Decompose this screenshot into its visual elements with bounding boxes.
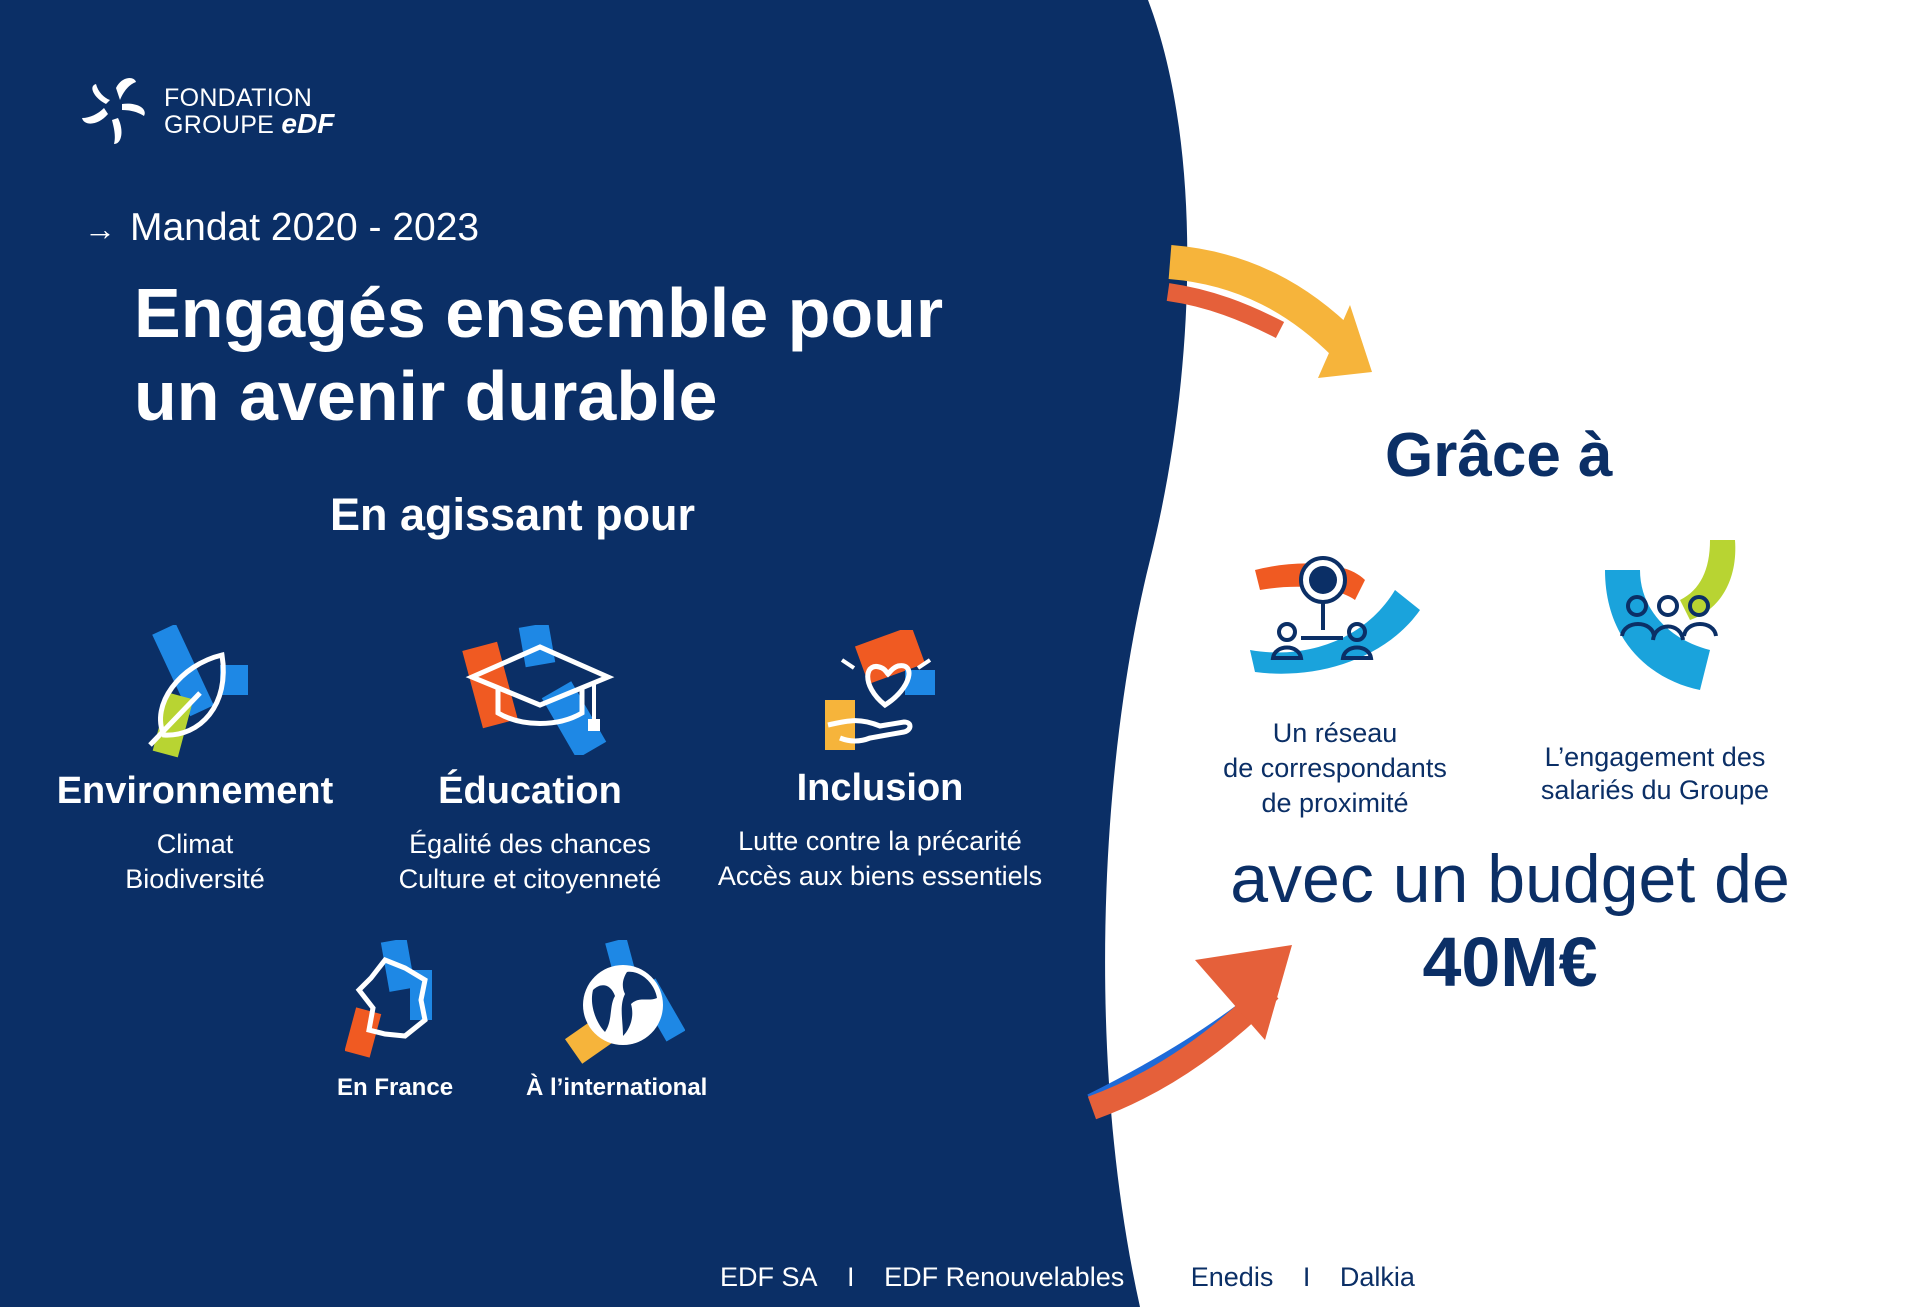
logo-line1: FONDATION <box>164 84 313 112</box>
footer-separator: I <box>847 1262 855 1292</box>
footer-separator: I <box>1153 1262 1162 1292</box>
pillar-line: Égalité des chances <box>409 829 651 859</box>
pillar-title: Inclusion <box>796 767 964 809</box>
pillar-environnement <box>50 770 340 897</box>
leaf-icon <box>140 625 260 765</box>
footer-item-edf-renouvelables: EDF Renouvelables <box>884 1262 1125 1292</box>
edf-flower-icon <box>78 74 158 154</box>
right-heading: Grâce à <box>1385 421 1613 490</box>
reseau-line: Un réseau <box>1272 718 1398 748</box>
pillar-line: Accès aux biens essentiels <box>717 861 1043 891</box>
france-map-icon <box>345 940 445 1060</box>
globe-icon <box>565 940 685 1065</box>
budget-label: avec un budget de <box>1230 841 1790 917</box>
footer-companies <box>720 1262 1415 1293</box>
people-icon <box>1600 540 1740 690</box>
fondation-edf-logo <box>78 74 338 154</box>
graduation-cap-icon <box>462 625 622 755</box>
pillar-title: Environnement <box>56 770 334 812</box>
footer-item-enedis: Enedis <box>1190 1262 1274 1292</box>
pillar-line: Lutte contre la précarité <box>738 826 1022 856</box>
scope-international: À l’international <box>526 1074 708 1101</box>
pillar-inclusion <box>700 767 1060 894</box>
top-curved-arrow-icon <box>1168 262 1372 378</box>
network-icon <box>1245 550 1425 680</box>
pillar-line: Climat <box>156 829 234 859</box>
salaries-line: salariés du Groupe <box>1540 775 1770 805</box>
headline-line2: un avenir durable <box>134 357 718 435</box>
pillar-education <box>375 770 685 897</box>
scope-france: En France <box>337 1074 454 1101</box>
footer-item-dalkia: Dalkia <box>1339 1262 1415 1292</box>
reseau-line: de correspondants <box>1223 753 1447 783</box>
page-title <box>134 272 1034 438</box>
footer-separator: I <box>1302 1262 1311 1292</box>
arrow-right-icon: → <box>84 211 116 247</box>
salaries-line: L’engagement des <box>1544 742 1766 772</box>
pillar-title: Éducation <box>438 770 622 812</box>
heart-hand-icon <box>820 630 950 760</box>
footer-item-edf-sa: EDF SA <box>720 1262 818 1292</box>
mandat-label <box>84 206 479 250</box>
salaries-caption <box>1520 741 1790 807</box>
pillar-line: Biodiversité <box>125 864 265 894</box>
logo-line2-prefix: GROUPE <box>164 111 275 139</box>
subheading: En agissant pour <box>330 489 696 540</box>
headline-line1: Engagés ensemble pour <box>134 274 944 352</box>
reseau-line: de proximité <box>1261 788 1409 818</box>
budget-amount: 40M€ <box>1422 923 1598 1001</box>
mandat-text: Mandat 2020 - 2023 <box>130 206 480 249</box>
logo-brand: eDF <box>281 108 335 139</box>
reseau-caption <box>1200 716 1470 821</box>
pillar-line: Culture et citoyenneté <box>398 864 662 894</box>
